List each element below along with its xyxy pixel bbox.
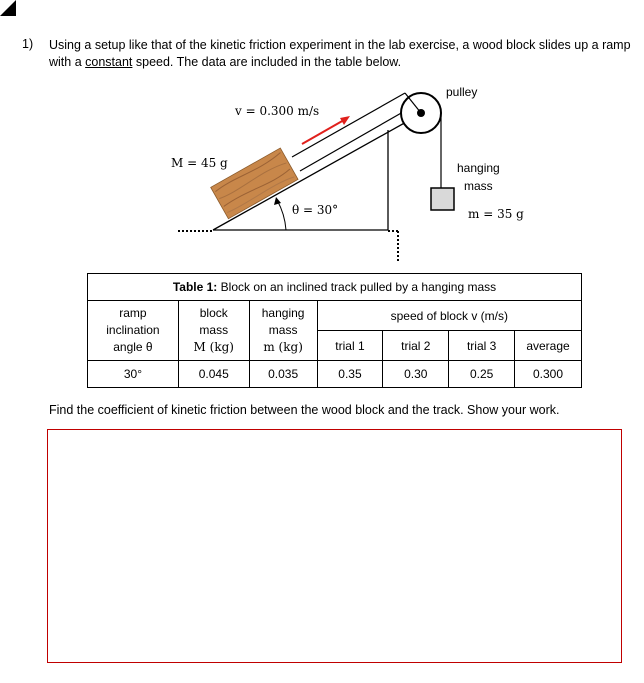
header-block-mass: block mass M (kg) — [178, 301, 249, 361]
block-mass-label: M = 45 g — [171, 156, 228, 170]
velocity-arrow — [302, 120, 344, 144]
header-hanging-mass: hanging mass m (kg) — [249, 301, 317, 361]
data-table — [87, 273, 582, 388]
hanging-label-1: hanging — [457, 161, 500, 175]
angle-arc — [277, 200, 286, 230]
answer-box[interactable] — [47, 429, 622, 663]
header-trial-1: trial 1 — [317, 331, 383, 361]
header-ramp-angle: ramp inclination angle θ — [88, 301, 179, 361]
cell-average: 0.300 — [515, 361, 582, 388]
header-trial-3: trial 3 — [449, 331, 515, 361]
hanging-mass-label: m = 35 g — [468, 207, 524, 221]
prompt-text: Find the coefficient of kinetic friction between the wood block and the track. Show your work. — [49, 403, 560, 417]
header-average: average — [515, 331, 582, 361]
question-number: 1) — [22, 37, 34, 51]
hanging-label-2: mass — [464, 179, 493, 193]
hanging-mass-box — [431, 188, 454, 210]
cell-trial-3: 0.25 — [449, 361, 515, 388]
angle-arc-head — [274, 197, 281, 205]
header-trial-2: trial 2 — [383, 331, 449, 361]
table-caption: Table 1: Block on an inclined track pulled by a hanging mass — [88, 274, 582, 301]
cell-block-mass: 0.045 — [178, 361, 249, 388]
cell-trial-2: 0.30 — [383, 361, 449, 388]
pulley-label: pulley — [446, 85, 478, 99]
cell-trial-1: 0.35 — [317, 361, 383, 388]
cell-angle: 30° — [88, 361, 179, 388]
velocity-label: v = 0.300 m/s — [235, 104, 320, 118]
header-speed: speed of block v (m/s) — [317, 301, 581, 331]
question-text: Using a setup like that of the kinetic friction experiment in the lab exercise, a wood block slides up a ramp with a constant speed. The data are included in the table below. — [49, 38, 631, 69]
angle-label: θ = 30° — [292, 203, 339, 217]
cell-hanging-mass: 0.035 — [249, 361, 317, 388]
velocity-arrowhead — [340, 116, 350, 125]
